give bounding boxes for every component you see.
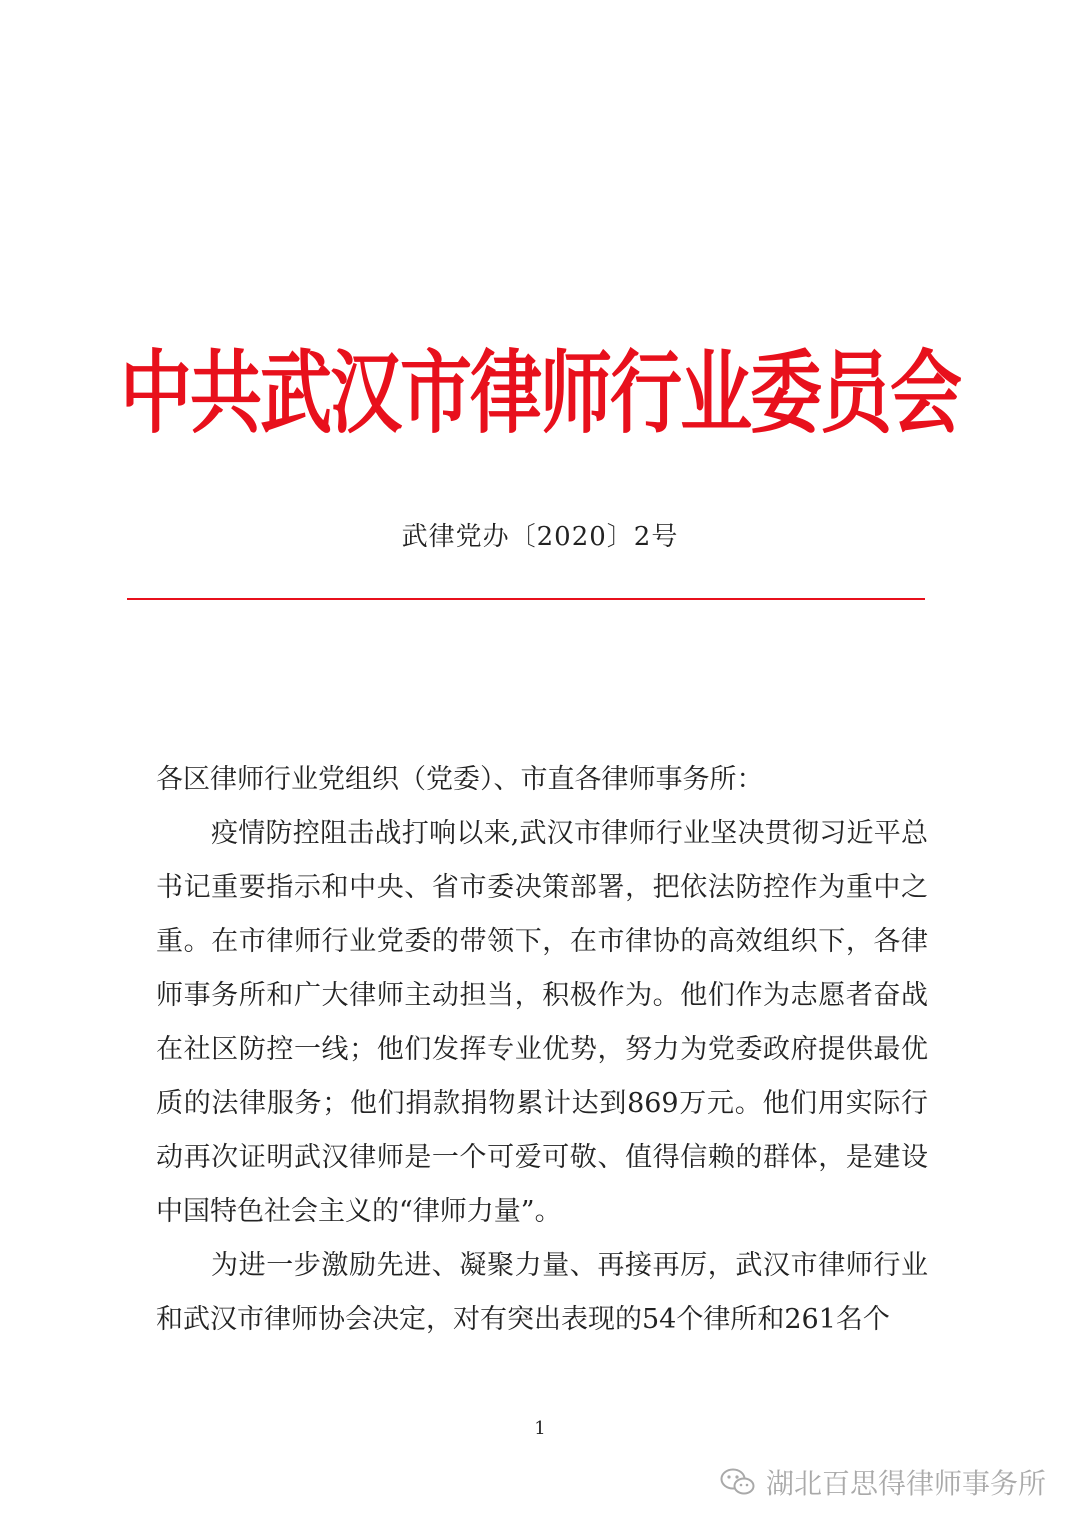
header-divider (127, 598, 925, 600)
watermark-text: 湖北百思得律师事务所 (765, 1467, 1046, 1500)
body-paragraph-2: 为进一步激励先进、凝聚力量、再接再厉，武汉市律师行业和武汉市律师协会决定，对有突出表现的54个律所和261名个 (156, 1250, 928, 1335)
org-title: 中共武汉市律师行业委员会 (119, 340, 960, 445)
document-body (156, 753, 928, 1347)
body-paragraph-1: 疫情防控阻击战打响以来,武汉市律师行业坚决贯彻习近平总书记重要指示和中央、省市委决策部署，把依法防控作为重中之重。在市律师行业党委的带领下，在市律协的高效组织下，各律师事务所和广大律师主动担当，积极作为。他们作为志愿者奋战在社区防控一线；他们发挥专业优势，努力为党委政府提供最优质的法律服务；他们捐款捐物累计达到869万元。他们用实际行动再次证明武汉律师是一个可爱可敬、值得信赖的群体，是建设中国特色社会主义的“律师力量”。 (156, 818, 928, 1227)
source-watermark (720, 1462, 1046, 1502)
document-number: 武律党办〔2020〕2号 (401, 522, 679, 552)
page-number: 1 (534, 1418, 546, 1439)
wechat-icon (720, 1467, 756, 1497)
salutation: 各区律师行业党组织（党委）、市直各律师事务所： (156, 764, 764, 795)
